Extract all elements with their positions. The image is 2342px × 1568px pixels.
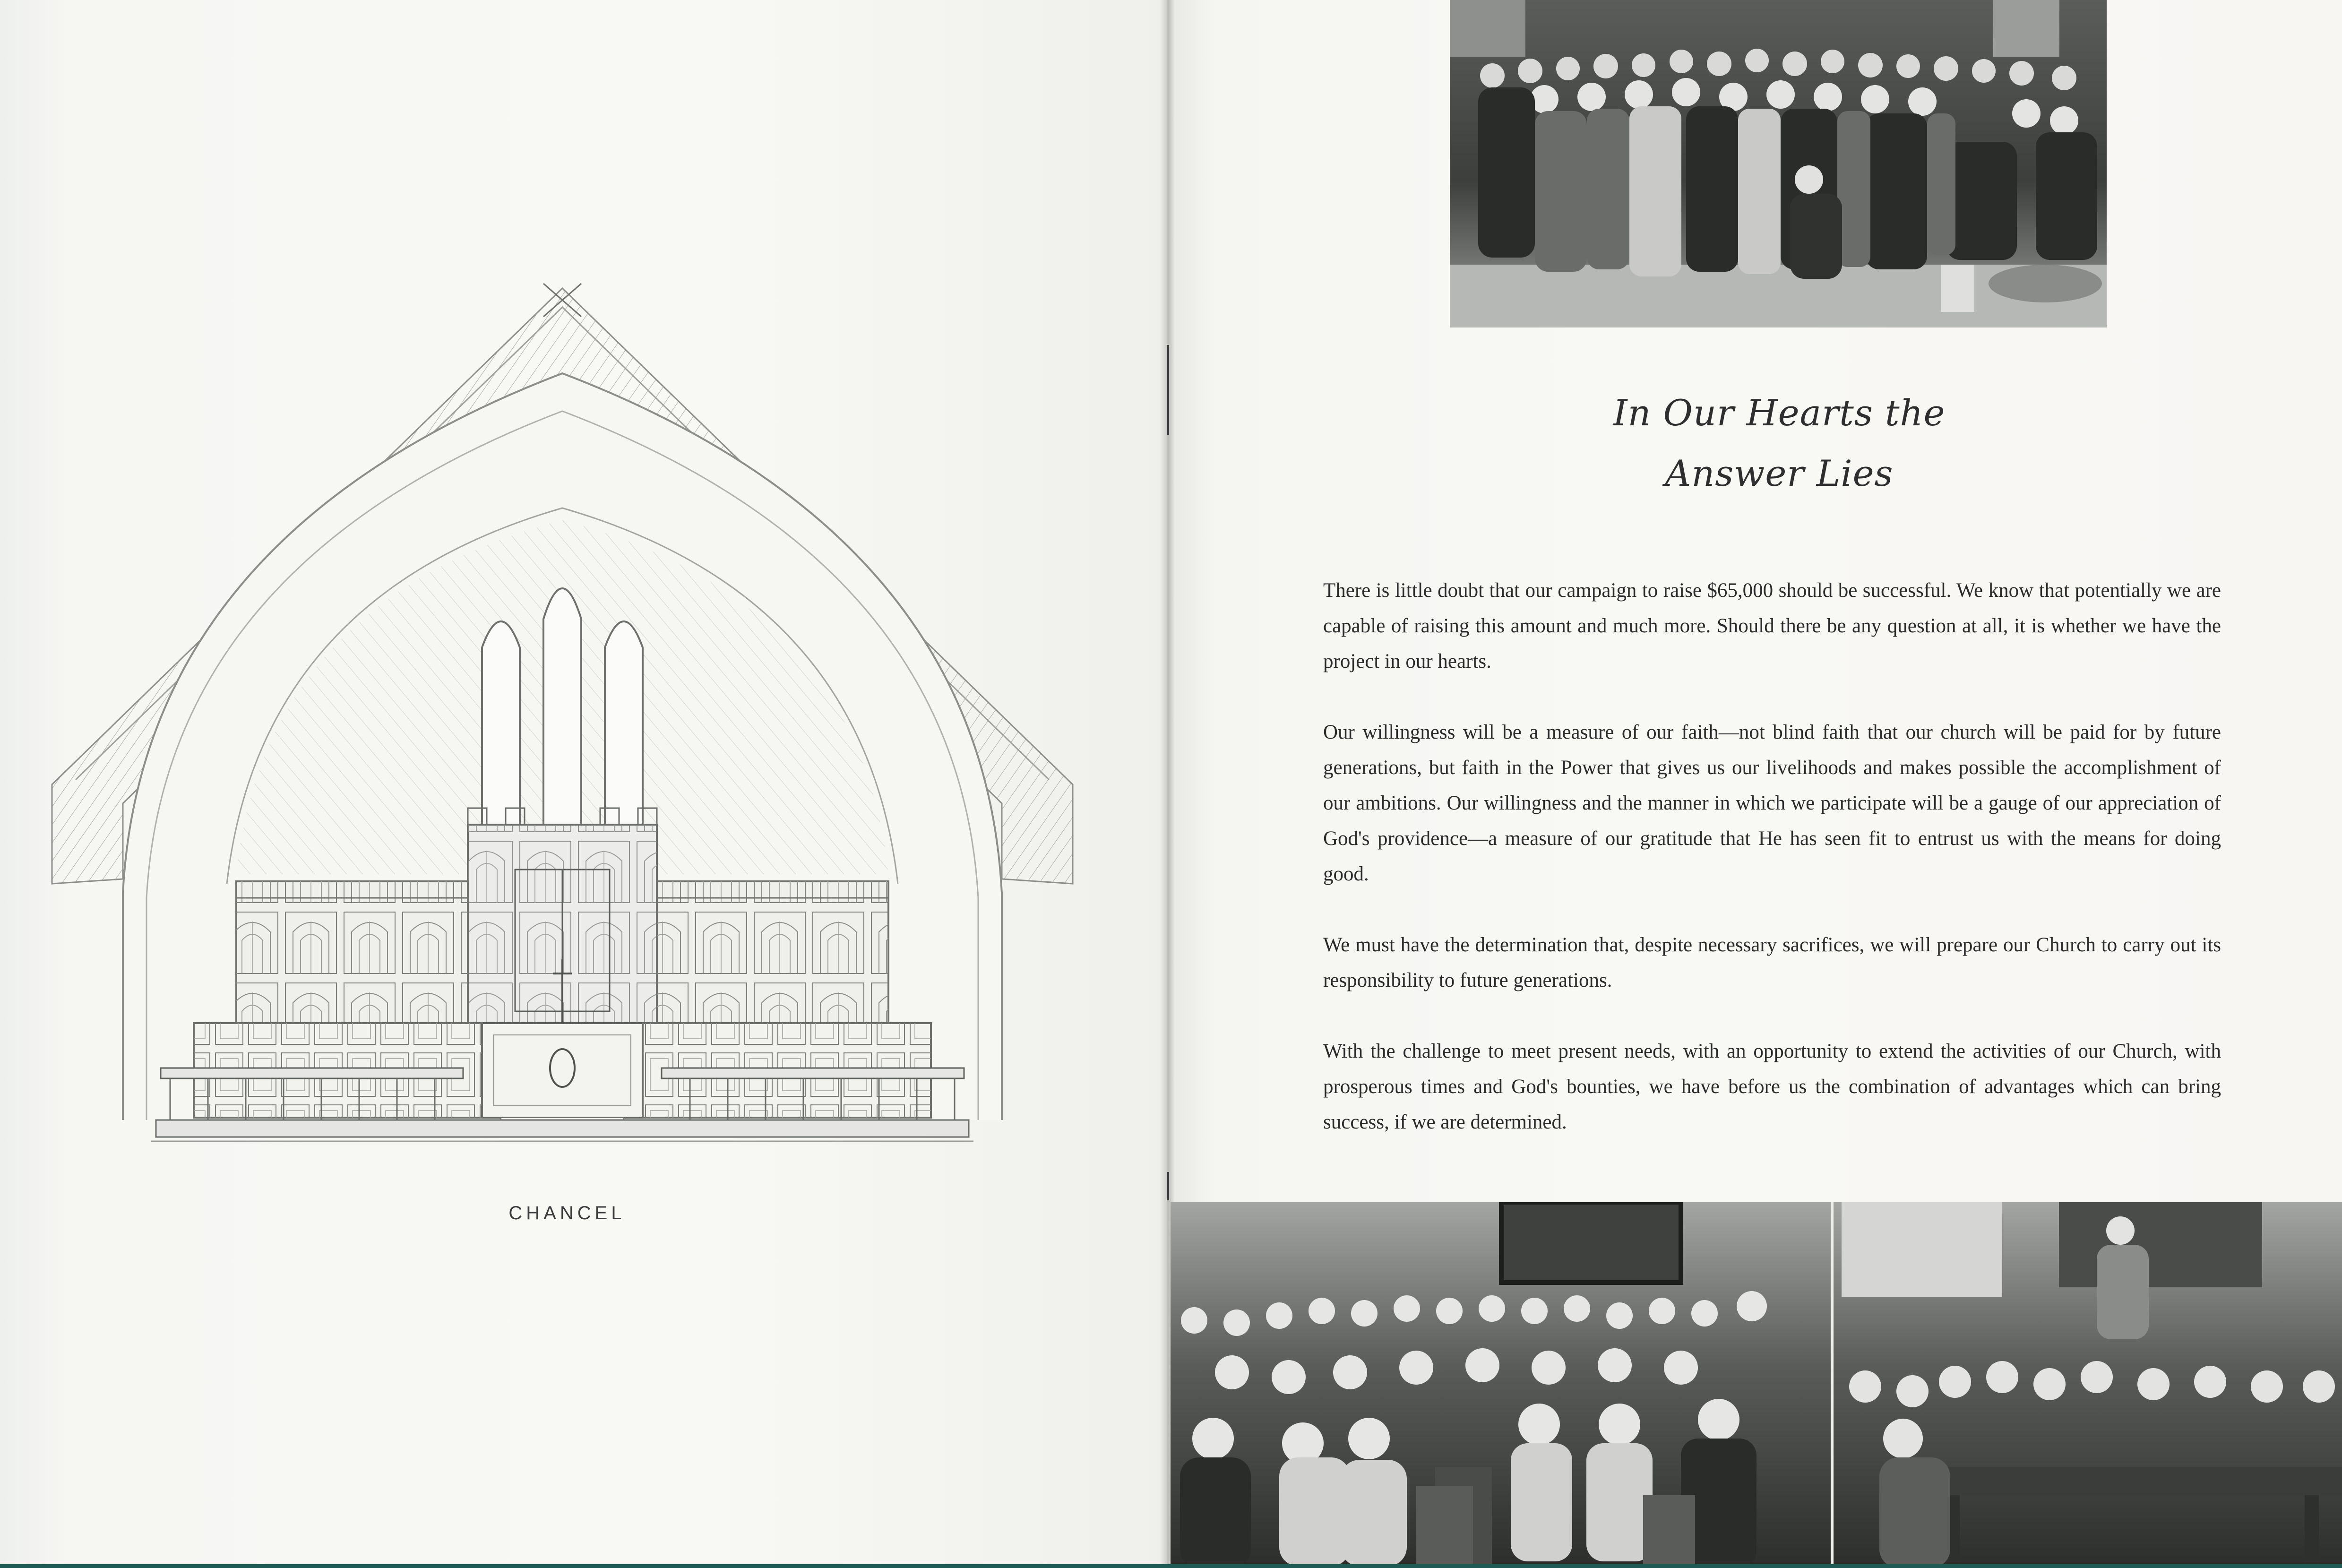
heading-line-1: In Our Hearts the bbox=[1613, 392, 1946, 434]
binding-mark-upper bbox=[1167, 345, 1169, 435]
section-heading bbox=[1512, 383, 2046, 504]
binding-mark-lower bbox=[1167, 1172, 1169, 1200]
congregation-group-photo bbox=[1450, 0, 2107, 327]
bottom-edge-rule bbox=[0, 1564, 2342, 1568]
chancel-caption: CHANCEL bbox=[508, 1203, 626, 1223]
heading-line-2: Answer Lies bbox=[1665, 452, 1894, 494]
paragraph-challenge: With the challenge to meet present needs, with an opportunity to extend the activities of our Church, with prosperous times and God's bounties, we have before us the combination of advantages which can bring success, if we are determined. bbox=[1323, 1040, 2221, 1133]
sunday-school-photo bbox=[1171, 1202, 2342, 1568]
paragraph-willingness: Our willingness will be a measure of our faith—not blind faith that our church will be paid for by future generations, but faith in the Power that gives us our livelihoods and makes possible the accomplishment of our ambitions. Our willingness and the manner in which we participate will be a gauge of our appreciation of God's providence—a measure of our gratitude that He has seen fit to entrust us with the means for doing good. bbox=[1323, 721, 2221, 885]
paragraph-campaign: There is little doubt that our campaign to raise $65,000 should be successful. We know that potentially we are capable of raising this amount and much more. Should there be any question at all, it is whether we have the project in our hearts. bbox=[1323, 579, 2221, 672]
paragraph-determination: We must have the determination that, despite necessary sacrifices, we will prepare our Church to carry out its responsibility to future generations. bbox=[1323, 934, 2221, 991]
left-page bbox=[0, 0, 1167, 1568]
chancel-drawing bbox=[47, 269, 1087, 1148]
body-text bbox=[1323, 573, 2221, 1175]
